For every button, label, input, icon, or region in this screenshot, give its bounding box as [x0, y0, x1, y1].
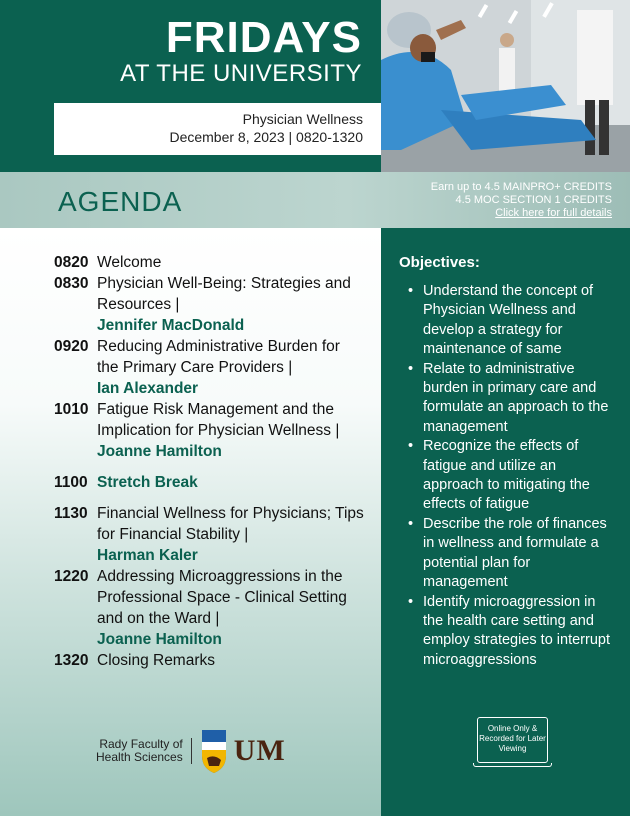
schedule-item [54, 273, 364, 336]
schedule-title: Reducing Administrative Burden for the Primary Care Providers | [97, 338, 340, 376]
laptop-icon [477, 717, 552, 767]
speaker-name: Harman Kaler [97, 547, 198, 564]
schedule-time: 0820 [54, 254, 89, 271]
schedule-time: 1130 [54, 505, 88, 522]
series-title: FRIDAYS [165, 13, 362, 62]
schedule-title: Addressing Microaggressions in the Professional Space - Clinical Setting and on the Ward | [97, 568, 347, 627]
schedule-item [54, 252, 364, 273]
schedule-time: 1100 [54, 474, 88, 491]
tired-physician-photo [381, 0, 630, 172]
schedule-title: Physician Well-Being: Strategies and Resources | [97, 275, 351, 313]
credits-info [431, 181, 612, 220]
schedule-item [54, 650, 364, 671]
rady-faculty-logo: Rady Faculty of Health Sciences [96, 738, 192, 764]
schedule-time: 1220 [54, 568, 89, 585]
speaker-name: Joanne Hamilton [97, 631, 222, 648]
event-name: Physician Wellness [242, 111, 363, 127]
objective-item: • Recognize the effects of fatigue and utilize an approach to mitigating the effects of fatigue [406, 437, 616, 515]
speaker-name: Jennifer MacDonald [97, 317, 245, 334]
objective-item: • Understand the concept of Physician Wellness and develop a strategy for maintenance of same [406, 282, 616, 360]
schedule-time: 1320 [54, 652, 89, 669]
schedule-title: Fatigue Risk Management and the Implication for Physician Wellness | [97, 401, 340, 439]
stretch-break: Stretch Break [97, 474, 198, 491]
objectives-list [406, 282, 616, 670]
schedule-time: 0830 [54, 275, 89, 292]
online-note: Online Only & Recorded for Later Viewing [477, 717, 548, 763]
full-details-link[interactable]: Click here for full details [495, 207, 612, 219]
objective-item: • Identify microaggression in the health care setting and employ strategies to interrupt microaggressions [406, 593, 616, 671]
schedule-item [54, 336, 364, 399]
credits-mainpro: Earn up to 4.5 MAINPRO+ CREDITS [430, 181, 612, 193]
event-date: December 8, 2023 | 0820-1320 [169, 129, 363, 145]
schedule-time: 0920 [54, 338, 89, 355]
event-info-box [54, 103, 381, 155]
objective-item: • Relate to administrative burden in primary care and formulate an approach to the management [406, 360, 616, 438]
agenda-heading: AGENDA [58, 186, 183, 217]
schedule-item [54, 472, 364, 493]
credits-moc: 4.5 MOC SECTION 1 CREDITS [455, 194, 612, 206]
objectives-heading: Objectives: [399, 254, 480, 271]
speaker-name: Joanne Hamilton [97, 443, 222, 460]
um-crest-icon [200, 728, 228, 774]
um-logo: UM [233, 734, 286, 767]
schedule-list [54, 252, 364, 671]
schedule-title: Welcome [97, 254, 162, 271]
objective-item: • Describe the role of finances in wellness and formulate a potential plan for management [406, 515, 616, 593]
schedule-item [54, 399, 364, 462]
speaker-name: Ian Alexander [97, 380, 199, 397]
schedule-title: Closing Remarks [97, 652, 216, 669]
schedule-item [54, 566, 364, 650]
footer-logos [96, 728, 286, 774]
schedule-time: 1010 [54, 401, 89, 418]
schedule-title: Financial Wellness for Physicians; Tips for Financial Stability | [97, 505, 364, 543]
series-subtitle: AT THE UNIVERSITY [120, 60, 362, 87]
schedule-item [54, 503, 364, 566]
